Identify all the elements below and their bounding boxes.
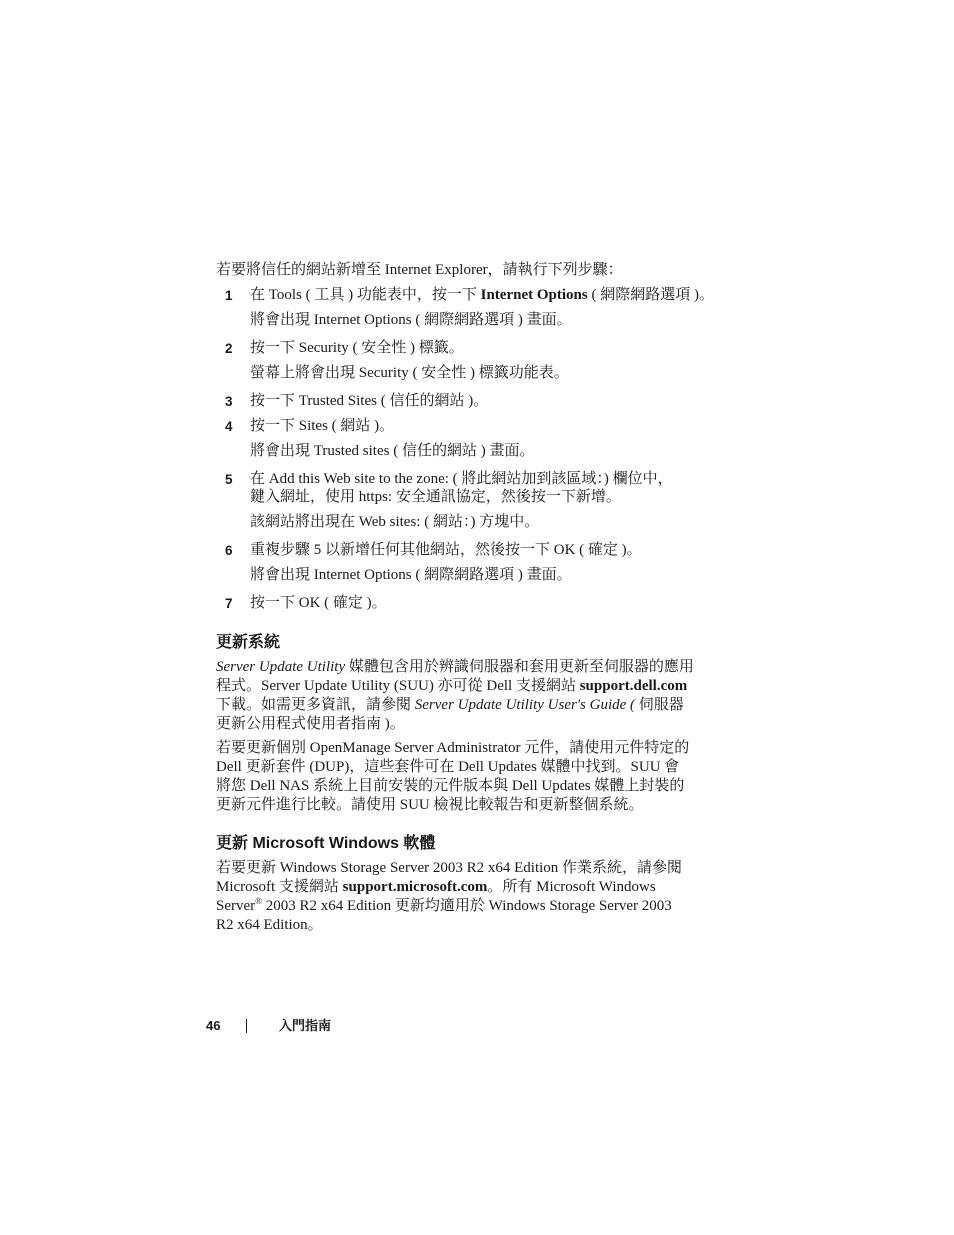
paragraph-line: 下載。如需更多資訊，請參閱 Server Update Utility User's Guide ( 伺服器 [216,697,684,713]
step-text: 按一下 Trusted Sites ( 信任的網站 )。 [250,393,489,409]
step-result: 將會出現 Internet Options ( 網際網路選項 ) 畫面。 [250,567,572,583]
paragraph-line: Microsoft 支援網站 support.microsoft.com。所有 Microsoft Windows [216,879,656,895]
paragraph-line: 更新公用程式使用者指南 )。 [216,716,405,732]
paragraph-line: Server® 2003 R2 x64 Edition 更新均適用於 Windows Storage Server 2003 [216,896,672,914]
step-result: 螢幕上將會出現 Security ( 安全性 ) 標籤功能表。 [250,365,569,381]
paragraph [216,859,716,935]
step-text: 在 Tools ( 工具 ) 功能表中，按一下 Internet Options ( 網際網路選項 )。 [250,287,714,303]
step-text-line: 在 Add this Web site to the zone: ( 將此網站加到該區域：) 欄位中， [250,471,673,487]
paragraph-line: R2 x64 Edition。 [216,917,323,933]
step-result: 將會出現 Internet Options ( 網際網路選項 ) 畫面。 [250,312,572,328]
footer-title: 入門指南 [279,1018,332,1033]
step-text-line: 鍵入網址，使用 https: 安全通訊協定，然後按一下新增。 [250,489,621,505]
paragraph-line: 若要更新 Windows Storage Server 2003 R2 x64 Edition 作業系統，請參閱 [216,860,683,876]
step-number: 3 [225,394,233,409]
step-number: 6 [225,543,233,558]
page-number: 46 [206,1018,221,1033]
paragraph-line: 程式。Server Update Utility (SUU) 亦可從 Dell 支援網站 support.dell.com [216,678,688,694]
step-number: 2 [225,341,233,356]
paragraph-line: Server Update Utility 媒體包含用於辨識伺服器和套用更新至伺服器的應用 [216,659,694,675]
intro-paragraph: 若要將信任的網站新增至 Internet Explorer，請執行下列步驟： [216,262,623,278]
footer-divider [246,1019,247,1033]
paragraph-line: Dell 更新套件 (DUP)，這些套件可在 Dell Updates 媒體中找到。SUU 會 [216,759,680,775]
step-text: 按一下 OK ( 確定 )。 [250,595,387,611]
paragraph-line: 若要更新個別 OpenManage Server Administrator 元件，請使用元件特定的 [216,740,690,756]
section-heading: 更新 Microsoft Windows 軟體 [216,835,436,852]
step-text: 重複步驟 5 以新增任何其他網站，然後按一下 OK ( 確定 )。 [250,542,642,558]
paragraph-line: 更新元件進行比較。請使用 SUU 檢視比較報告和更新整個系統。 [216,797,644,813]
step-number: 7 [225,596,233,611]
step-text: 按一下 Sites ( 網站 )。 [250,418,395,434]
section-heading: 更新系統 [216,634,281,651]
step-number: 5 [225,472,233,487]
step-result: 將會出現 Trusted sites ( 信任的網站 ) 畫面。 [250,443,535,459]
paragraph [216,739,716,815]
registered-mark: ® [255,896,262,906]
step-number: 4 [225,419,233,434]
step-text: 按一下 Security ( 安全性 ) 標籤。 [250,340,464,356]
paragraph-line: 將您 Dell NAS 系統上目前安裝的元件版本與 Dell Updates 媒體上封裝的 [216,778,685,794]
paragraph [216,658,716,734]
step-number: 1 [225,288,233,303]
step-result: 該網站將出現在 Web sites: ( 網站：) 方塊中。 [250,514,540,530]
